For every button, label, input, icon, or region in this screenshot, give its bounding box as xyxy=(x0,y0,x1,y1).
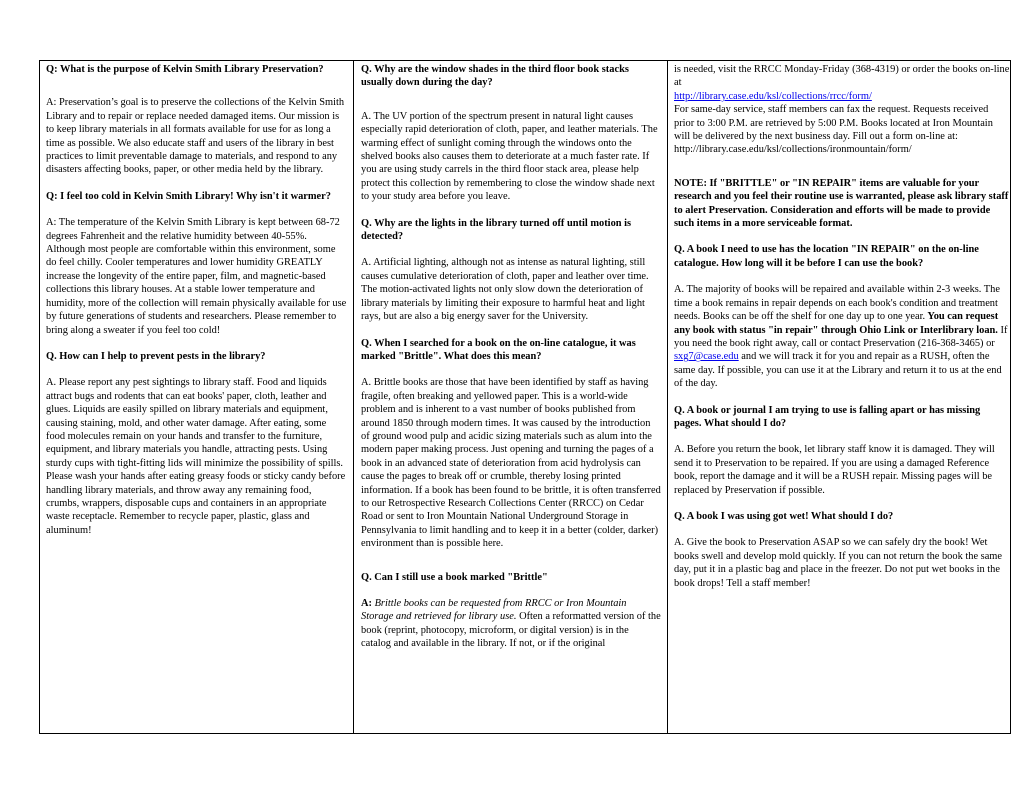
column-left xyxy=(40,61,354,733)
answer-text: Often a reformatted version of the book (reprint, photocopy, microform, or digital version) is in the catalog and available in the library. If not, or if the original xyxy=(361,611,661,650)
answer-brittle-use xyxy=(361,597,661,651)
answer-italic-text: Brittle books can be requested from RRCC or Iron Mountain Storage and retrieved for library use. xyxy=(361,598,627,623)
answer-falling-apart: A. Before you return the book, let library staff know it is damaged. They will send it to Preservation to be repaired. If you are using a damaged Reference book, report the damage and it will be a RUSH repair. Missing pages will be replaced by Preservation if possible. xyxy=(674,444,995,496)
question-wet-book: Q. A book I was using got wet! What should I do? xyxy=(674,510,894,522)
answer-lights: A. Artificial lighting, although not as intense as natural lighting, still causes cumulative deterioration of cloth, paper and leather over time. The motion-activated lights not only slow down the deterioration of library materials by limiting their exposure to harmful heat and light rays, but are also a big energy saver for the University. xyxy=(361,257,649,323)
answer-bold-text: You can request any book with status "in repair" through Ohio Link or Interlibrary loan. xyxy=(674,311,999,336)
question-in-repair: Q. A book I need to use has the location "IN REPAIR" on the on-line catalogue. How long will it be before I can use the book? xyxy=(674,244,979,269)
question-too-cold: Q: I feel too cold in Kelvin Smith Library! Why isn't it warmer? xyxy=(46,190,331,202)
column-middle xyxy=(354,61,668,733)
faq-table xyxy=(39,60,1011,734)
preservation-email-link[interactable]: sxg7@case.edu xyxy=(674,351,739,363)
answer-text-2: If you need the book right away, call or contact Preservation (216-368-3465) or xyxy=(674,324,1008,349)
answer-text: A. The majority of books will be repaired and available within 2-3 weeks. The time a book remains in repair depends on each book's condition and treatment needs. Books can be off the shelf for one day up to one year. xyxy=(674,284,1000,323)
iron-mountain-form-url[interactable]: http://library.case.edu/ksl/collections/ironmountain/form/ xyxy=(674,144,912,156)
answer-wet-book: A. Give the book to Preservation ASAP so we can safely dry the book! Wet books swell and develop mold quickly. If you can not return the book the same day, put it in a plastic bag and place in the freezer. Do not put wet books in the book drops! Tell a staff member! xyxy=(674,537,1002,589)
question-falling-apart: Q. A book or journal I am trying to use is falling apart or has missing pages. What should I do? xyxy=(674,404,981,429)
rrcc-form-link[interactable]: http://library.case.edu/ksl/collections/rrcc/form/ xyxy=(674,90,872,102)
answer-pests: A. Please report any pest sightings to library staff. Food and liquids attract bugs and rodents that can eat books' paper, cloth, leather and glues. Liquids are easily spilled on library materials and equipment, causing staining, mold, and other water damage. After eating, some food molecules remain on your hands and transfer to the furniture, equipment, and library materials you handle, attracting pests. Using sturdy cups with tight-fitting lids will minimize the possibility of spills. Please wash your hands after eating greasy foods or sticky candy before handling library materials, and throw away any remaining food, crumbs, wrappers, disposable cups and containers in an appropriate waste receptacle. Remember to recycle paper, plastic, glass and aluminum! xyxy=(46,377,346,536)
answer-in-repair xyxy=(674,283,1010,390)
note-brittle-in-repair: NOTE: If "BRITTLE" or "IN REPAIR" items are valuable for your research and you feel their routine use is warranted, please ask library staff to alert Preservation. Consideration and efforts will be made to provide such items in a more serviceable format. xyxy=(674,177,1009,230)
same-day-service-text: For same-day service, staff members can fax the request. Requests received prior to 3:00 P.M. are retrieved by 5:00 P.M. Books located at Iron Mountain will be delivered by the next business day. Fill out a form on-line at: xyxy=(674,104,993,143)
answer-brittle-meaning: A. Brittle books are those that have been identified by staff as having fragile, often breaking and yellowed paper. This is a world-wide problem and is inherent to a vast number of books published from around 1850 through modern times. It was caused by the introduction of ground wood pulp and acidic sizing materials such as alum into the modern paper making process. Just opening and turning the pages of a book in an advanced state of deterioration from acid hydrolysis can cause the pages to break off or crumble, thereby losing printed information. If a book has been found to be brittle, it is often transferred to our Retrospective Research Collections Center (RRCC) on Cedar Road or sent to Iron Mountain National Underground Storage in Pennsylvania to limit handling and to keep it in a better (colder, darker) environment than is possible here. xyxy=(361,377,661,550)
answer-window-shades: A. The UV portion of the spectrum present in natural light causes especially rapid deterioration of cloth, paper, and leather materials. The warming effect of sunlight coming through the windows onto the shelved books also causes them to deteriorate at a much faster rate. If you are using study carrels in the third floor stack area, please help protect this collection by remembering to close the window shade next to your study area before you leave. xyxy=(361,110,658,203)
answer-prefix: A: xyxy=(361,598,372,609)
question-brittle-meaning: Q. When I searched for a book on the on-line catalogue, it was marked "Brittle". What does this mean? xyxy=(361,337,636,362)
column-right xyxy=(668,61,1010,733)
answer-preservation-purpose: A: Preservation’s goal is to preserve the collections of the Kelvin Smith Library and to repair or replace needed damaged items. Our mission is to keep library materials in all formats available for use for as long a time as possible. We also educate staff and users of the library in best practices to limit preventable damage to materials, and respond to any disasters affecting books, paper, or other media held by the library. xyxy=(46,97,345,176)
question-pests: Q. How can I help to prevent pests in the library? xyxy=(46,350,266,362)
answer-too-cold: A: The temperature of the Kelvin Smith Library is kept between 68-72 degrees Fahrenheit and the relative humidity between 40-55%. Although most people are comfortable within this environment, some do feel chilly. Cooler temperatures and lower humidity GREATLY increase the longevity of the entire paper, film, and magnetic-based collections this library houses. At a stable lower temperature and humidity, more of the collection will remain physically available for use by future generations of students and researchers. Please remember to bring along a sweater if you feel too cold! xyxy=(46,217,347,336)
question-brittle-use: Q. Can I still use a book marked "Brittle" xyxy=(361,571,548,583)
question-preservation-purpose: Q: What is the purpose of Kelvin Smith Library Preservation? xyxy=(46,64,324,75)
question-window-shades: Q. Why are the window shades in the third floor book stacks usually down during the day? xyxy=(361,64,629,89)
answer-text-3: and we will track it for you and repair as a RUSH, often the same day. If possible, you can use it at the Library and return it to us at the end of the day. xyxy=(674,351,1002,390)
question-lights: Q. Why are the lights in the library turned off until motion is detected? xyxy=(361,217,632,243)
continued-text: is needed, visit the RRCC Monday-Friday (368-4319) or order the books on-line at xyxy=(674,64,1010,89)
